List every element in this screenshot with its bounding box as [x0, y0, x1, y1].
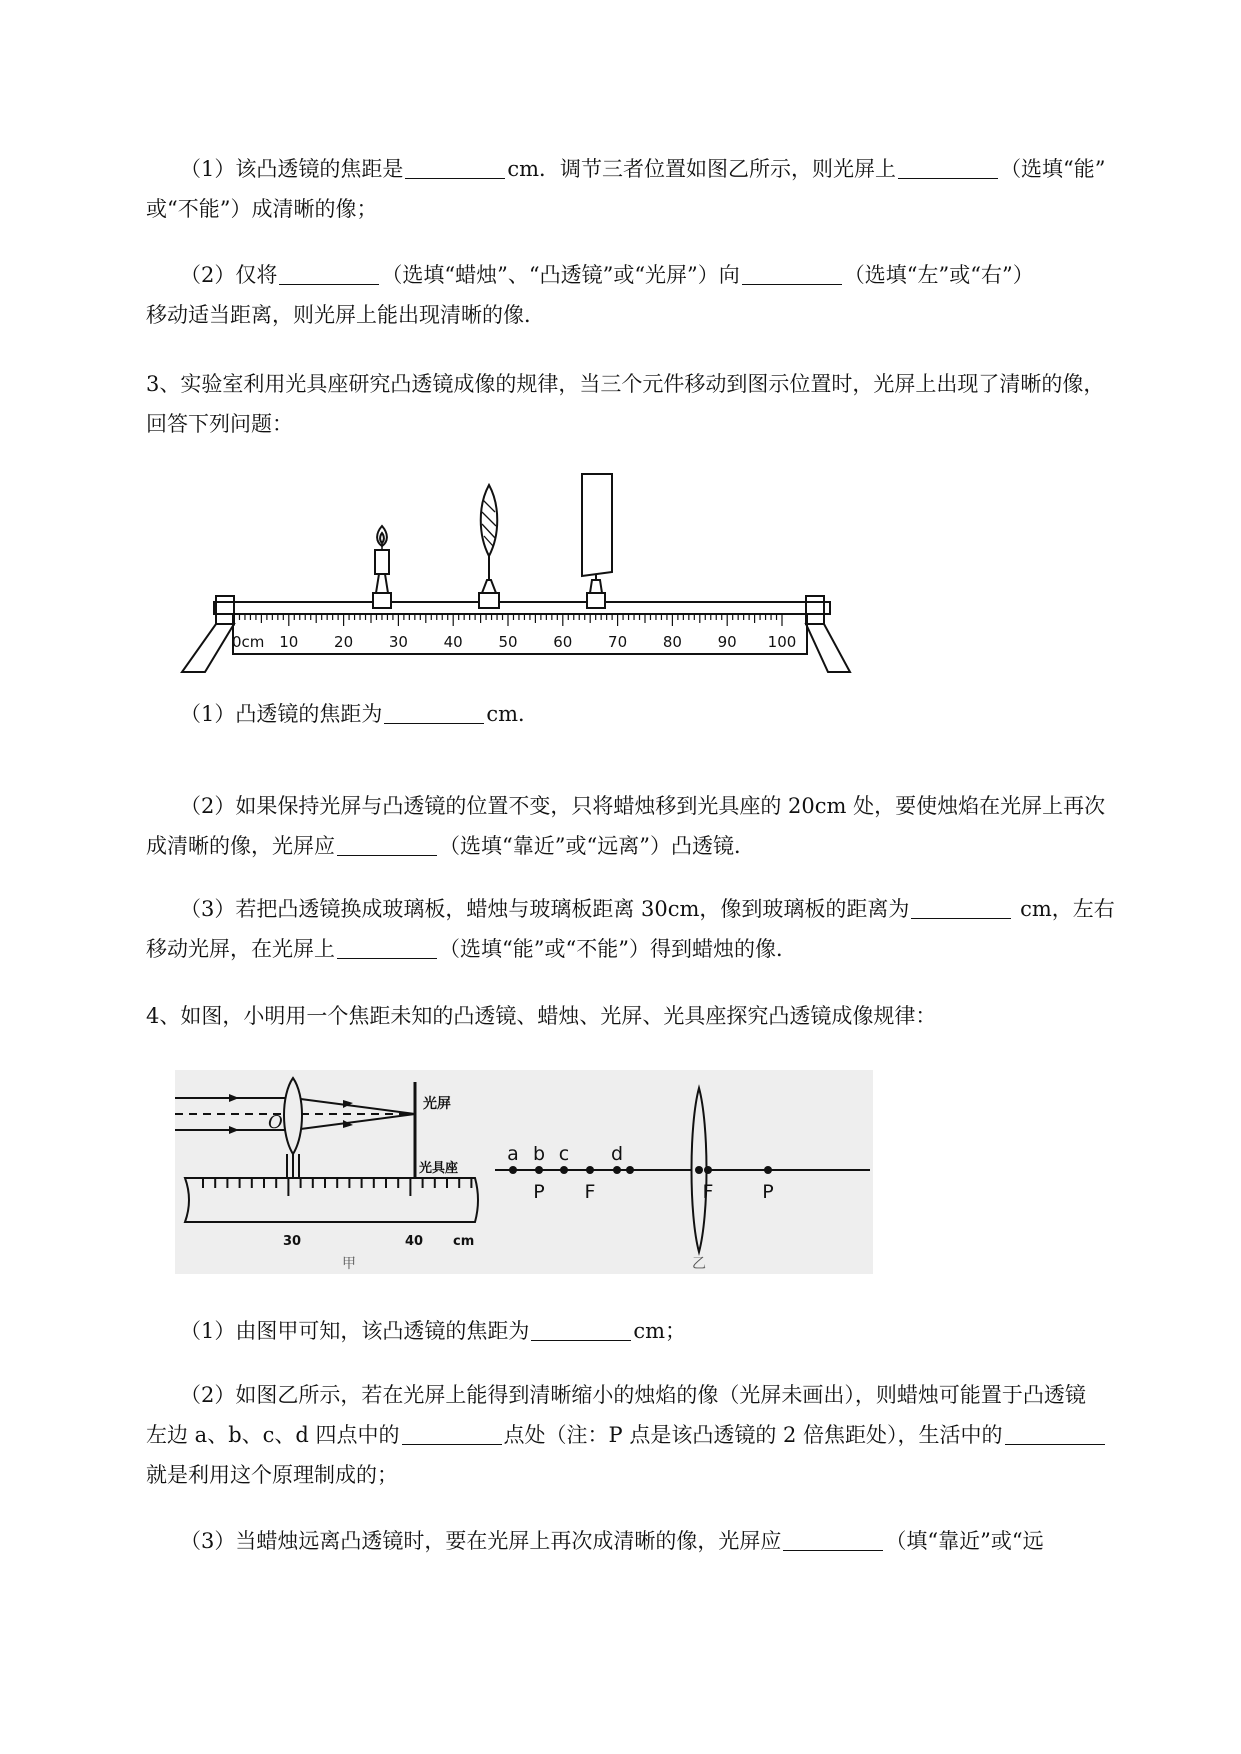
q4-part2-text-a: （2）如图乙所示，若在光屏上能得到清晰缩小的烛焰的像（光屏未画出），则蜡烛可能置于凸透镜: [180, 1383, 1086, 1407]
q4-screen-label: 光屏: [423, 1096, 451, 1112]
q4-part3-text-a: （3）当蜡烛远离凸透镜时，要在光屏上再次成清晰的像，光屏应: [180, 1529, 782, 1553]
point-label: c: [558, 1143, 570, 1165]
answer-blank[interactable]: [898, 156, 998, 179]
q2-part2-text-b: （选填“蜡烛”、“凸透镜”或“光屏”）向: [381, 263, 740, 287]
answer-blank[interactable]: [911, 896, 1011, 919]
q4-part3-line: [146, 1522, 1190, 1560]
light-screen-icon: [582, 474, 612, 608]
q3-part2-text-b: 成清晰的像，光屏应: [146, 834, 335, 858]
axis-point: [704, 1166, 712, 1174]
q2-part1-line1: [146, 150, 1190, 188]
q2-part1-line2: [146, 190, 1156, 228]
point-label: b: [532, 1143, 546, 1165]
q4-tick-40: 40: [405, 1234, 424, 1249]
q2-part1-text-b: cm．调节三者位置如图乙所示，则光屏上: [507, 157, 897, 181]
q3-stem-line2: [146, 405, 1156, 443]
scale-label: 30: [388, 633, 408, 651]
q2-part2-text-a: （2）仅将: [180, 263, 278, 287]
q3-part3-text-c: 移动光屏，在光屏上: [146, 937, 335, 961]
answer-blank[interactable]: [337, 833, 437, 856]
q2-part2-text-d: 移动适当距离，则光屏上能出现清晰的像．: [146, 303, 545, 327]
candle-icon: [373, 526, 391, 608]
q4-part2-text-c: 点处（注：P 点是该凸透镜的 2 倍焦距处），生活中的: [503, 1423, 1003, 1447]
q4-part1-text-a: （1）由图甲可知，该凸透镜的焦距为: [180, 1319, 530, 1343]
q4-caption-right: 乙: [692, 1256, 706, 1272]
axis-point: [626, 1166, 634, 1174]
q3-part3-line2: [146, 930, 1156, 968]
point-label: P: [762, 1181, 774, 1203]
answer-blank[interactable]: [1005, 1422, 1105, 1445]
q4-o-label: O: [268, 1112, 283, 1133]
q4-part2-line3: [146, 1456, 1156, 1494]
answer-blank[interactable]: [402, 1422, 502, 1445]
axis-point: [535, 1166, 543, 1174]
scale-label: 90: [717, 633, 737, 651]
q4-part1-line: [146, 1312, 1190, 1350]
answer-blank[interactable]: [405, 156, 505, 179]
answer-blank[interactable]: [279, 262, 379, 285]
q2-part2-text-c: （选填“左”或“右”）: [843, 263, 1034, 287]
q3-part2-line2: [146, 827, 1156, 865]
q3-part1-line: [146, 695, 1190, 733]
axis-point: [586, 1166, 594, 1174]
scale-label: 50: [498, 633, 518, 651]
q3-part3-text-b: cm，左右: [1013, 897, 1115, 921]
scale-label: 20: [334, 633, 354, 651]
q4-part2-line2: [146, 1416, 1156, 1454]
q3-part2-line1: [146, 787, 1190, 825]
q3-stem-line1: [146, 365, 1156, 403]
q2-part1-text-c: （选填“能”: [1000, 157, 1106, 181]
q3-stem-text-b: 回答下列问题：: [146, 412, 293, 436]
q4-part2-line1: [146, 1376, 1190, 1414]
q4-bench-label: 光具座: [419, 1161, 459, 1176]
q4-stem-line: [146, 997, 1156, 1035]
answer-blank[interactable]: [531, 1318, 631, 1341]
scale-label: 80: [662, 633, 682, 651]
convex-lens-icon: [479, 485, 499, 608]
q3-part2-text-c: （选填“靠近”或“远离”）凸透镜．: [439, 834, 755, 858]
q4-part2-text-b: 左边 a、b、c、d 四点中的: [146, 1423, 400, 1447]
q4-unit: cm: [453, 1234, 475, 1249]
q4-figure: [175, 1070, 873, 1274]
q2-part2-line2: [146, 296, 1156, 334]
scale-label: 100: [767, 633, 797, 651]
point-label: a: [507, 1143, 519, 1165]
q2-part1-text-d: 或“不能”）成清晰的像；: [146, 197, 378, 221]
q4-part3-text-b: （填“靠近”或“远: [885, 1529, 1044, 1553]
q4-tick-30: 30: [283, 1234, 302, 1249]
answer-blank[interactable]: [337, 936, 437, 959]
axis-point: [560, 1166, 568, 1174]
point-label: d: [610, 1143, 624, 1165]
answer-blank[interactable]: [384, 701, 484, 724]
q4-part2-text-d: 就是利用这个原理制成的；: [146, 1463, 398, 1487]
q3-part2-text-a: （2）如果保持光屏与凸透镜的位置不变，只将蜡烛移到光具座的 20cm 处，要使烛焰在光屏上再次: [180, 794, 1106, 818]
axis-point: [764, 1166, 772, 1174]
q3-part1-text-a: （1）凸透镜的焦距为: [180, 702, 383, 726]
point-label: P: [533, 1181, 545, 1203]
q4-part1-text-b: cm；: [633, 1319, 687, 1343]
q2-part2-line1: [146, 256, 1190, 294]
point-label: F: [584, 1181, 596, 1203]
scale-label: 0cm: [232, 633, 265, 651]
axis-point: [613, 1166, 621, 1174]
q3-optical-bench-figure: [170, 470, 930, 680]
q3-part1-text-b: cm．: [486, 702, 540, 726]
axis-point: [695, 1166, 703, 1174]
answer-blank[interactable]: [783, 1528, 883, 1551]
scale-label: 10: [279, 633, 299, 651]
scale-label: 40: [443, 633, 463, 651]
q4-caption-left: 甲: [342, 1256, 356, 1272]
axis-point: [509, 1166, 517, 1174]
q3-part3-text-a: （3）若把凸透镜换成玻璃板，蜡烛与玻璃板距离 30cm，像到玻璃板的距离为: [180, 897, 910, 921]
q3-part3-text-d: （选填“能”或“不能”）得到蜡烛的像．: [439, 937, 797, 961]
q3-part3-line1: [146, 890, 1190, 928]
q4-stem-text: 4、如图，小明用一个焦距未知的凸透镜、蜡烛、光屏、光具座探究凸透镜成像规律：: [146, 1004, 937, 1028]
q3-stem-text-a: 3、实验室利用光具座研究凸透镜成像的规律，当三个元件移动到图示位置时，光屏上出现了清晰的像，: [146, 372, 1105, 396]
answer-blank[interactable]: [742, 262, 842, 285]
q2-part1-text-a: （1）该凸透镜的焦距是: [180, 157, 404, 181]
point-label: F: [702, 1181, 714, 1203]
scale-label: 60: [553, 633, 573, 651]
scale-label: 70: [608, 633, 628, 651]
